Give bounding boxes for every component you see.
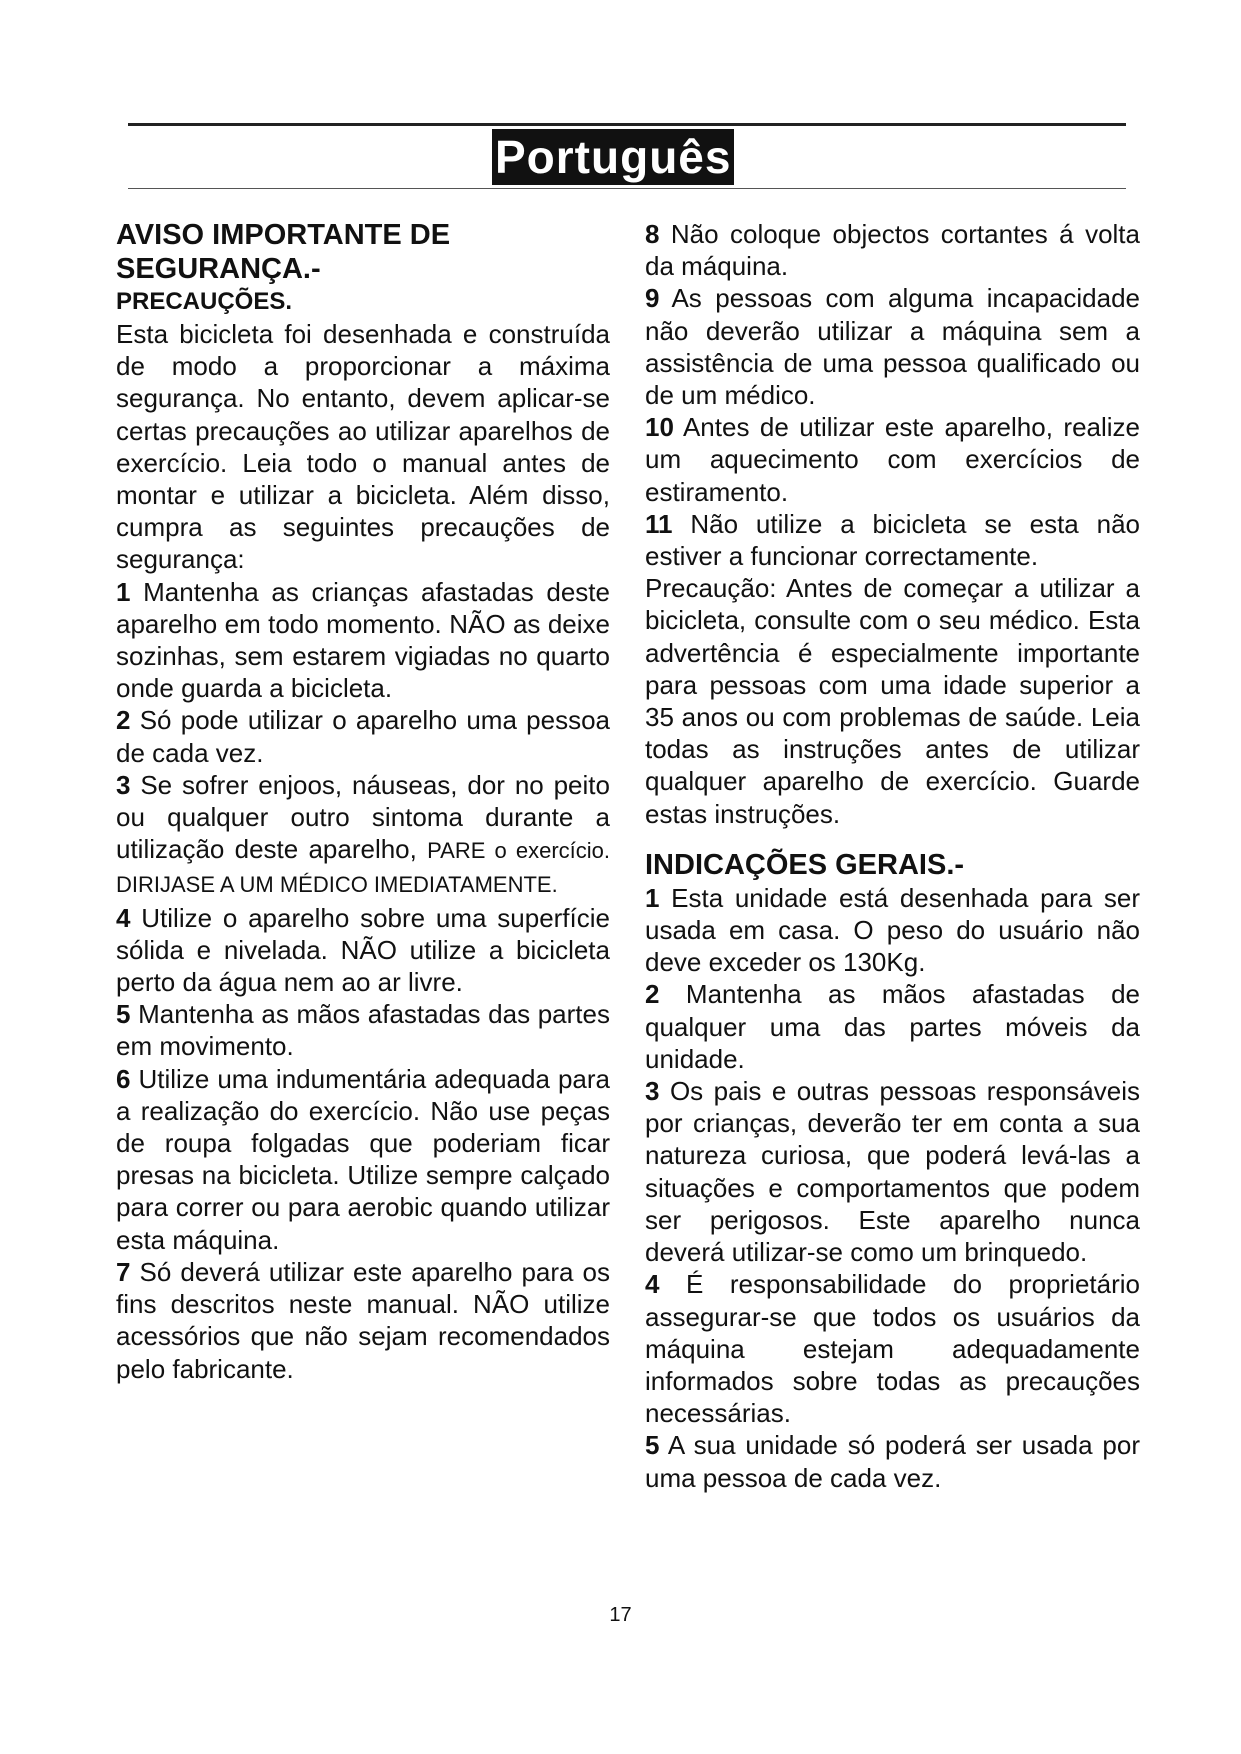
item-number: 3 — [116, 769, 131, 800]
left-column — [116, 218, 610, 1385]
item-number: 2 — [116, 705, 131, 736]
item-number: 6 — [116, 1063, 131, 1094]
list-item — [116, 1256, 610, 1385]
item-number: 9 — [645, 283, 660, 314]
item-text: É responsabilidade do proprietário assegurar-se que todos os usuários da máquina estejam adequadamente informados sobre todas as precauções necessárias. — [645, 1269, 1140, 1429]
list-item — [116, 998, 610, 1062]
item-text: Utilize uma indumentária adequada para a realização do exercício. Não use peças de roupa folgadas que poderiam ficar presas na bicicleta. Utilize sempre calçado para correr ou para aerobic quando utilizar esta máquina. — [116, 1063, 610, 1255]
intro-paragraph: Esta bicicleta foi desenhada e construída de modo a proporcionar a máxima segurança. No entanto, devem aplicar-se certas precauções ao utilizar aparelhos de exercício. Leia todo o manual antes de montar e utilizar a bicicleta. Além disso, cumpra as seguintes precauções de segurança: — [116, 319, 610, 575]
page-number: 17 — [609, 1604, 632, 1626]
item-text: Não utilize a bicicleta se esta não estiver a funcionar correctamente. — [645, 508, 1140, 572]
safety-heading: AVISO IMPORTANTE DE SEGURANÇA.- — [116, 219, 451, 285]
list-item — [645, 508, 1140, 572]
list-item — [645, 1268, 1140, 1429]
item-number: 11 — [645, 508, 673, 539]
item-number: 1 — [116, 576, 131, 607]
list-item — [645, 1075, 1140, 1268]
item-text: Mantenha as mãos afastadas de qualquer uma das partes móveis da unidade. — [645, 979, 1140, 1074]
item-number: 7 — [116, 1256, 131, 1287]
item-text: Mantenha as crianças afastadas deste aparelho em todo momento. NÃO as deixe sozinhas, sem estarem vigiadas no quarto onde guarda a bicicleta. — [116, 576, 610, 704]
list-item — [116, 769, 610, 902]
section-spacer — [645, 830, 1140, 848]
item-number: 3 — [645, 1076, 660, 1107]
list-item — [645, 282, 1140, 411]
item-text: Se sofrer enjoos, náuseas, dor no peito ou qualquer outro sintoma durante a utilização deste aparelho, — [116, 769, 610, 865]
item-text: As pessoas com alguma incapacidade não deverão utilizar a máquina sem a assistência de uma pessoa qualificado ou de um médico. — [645, 283, 1140, 411]
item-text: Mantenha as mãos afastadas das partes em movimento. — [116, 999, 610, 1062]
list-item — [645, 218, 1140, 282]
item-number: 5 — [645, 1430, 660, 1461]
item-number: 4 — [645, 1269, 660, 1300]
header-rule-bottom — [128, 188, 1126, 189]
language-title: Português — [492, 129, 734, 185]
list-item — [645, 1429, 1140, 1493]
list-item — [645, 411, 1140, 508]
item-number: 10 — [645, 412, 674, 443]
item-text: A sua unidade só poderá ser usada por uma pessoa de cada vez. — [645, 1430, 1140, 1493]
item-text: Antes de utilizar este aparelho, realize um aquecimento com exercícios de estiramento. — [645, 412, 1140, 507]
item-text: Não coloque objectos cortantes á volta da máquina. — [645, 219, 1140, 282]
header-rule-top — [128, 123, 1126, 126]
item-text: Utilize o aparelho sobre uma superfície sólida e nivelada. NÃO utilize a bicicleta perto da água nem ao ar livre. — [116, 902, 610, 998]
item-text: Só deverá utilizar este aparelho para os fins descritos neste manual. NÃO utilize acessórios que não sejam recomendados pelo fabricante. — [116, 1256, 610, 1384]
item-number: 5 — [116, 999, 131, 1030]
right-column — [645, 218, 1140, 1494]
item-text: Os pais e outras pessoas responsáveis por crianças, deverão ter em conta a sua natureza curiosa, que poderá levá-las a situações e comportamentos que podem ser perigosos. Este aparelho nunca deverá utilizar-se como um brinquedo. — [645, 1076, 1140, 1268]
item-text-caps: PARE o exercício. DIRIJASE A UM MÉDICO IMEDIATAMENTE. — [116, 838, 610, 898]
list-item — [116, 902, 610, 999]
list-item — [116, 576, 610, 705]
list-item — [645, 978, 1140, 1075]
general-heading: INDICAÇÕES GERAIS.- — [645, 848, 965, 881]
item-number: 1 — [645, 882, 660, 913]
item-text: Só pode utilizar o aparelho uma pessoa de cada vez. — [116, 705, 610, 768]
caution-paragraph: Precaução: Antes de começar a utilizar a bicicleta, consulte com o seu médico. Esta advertência é especialmente importante para pessoas com uma idade superior a 35 anos ou com problemas de saúde. Leia todas as instruções antes de utilizar qualquer aparelho de exercício. Guarde estas instruções. — [645, 573, 1140, 829]
list-item — [116, 1063, 610, 1256]
item-number: 4 — [116, 902, 131, 933]
item-number: 2 — [645, 979, 660, 1010]
list-item — [645, 882, 1140, 979]
precautions-subheading: PRECAUÇÕES. — [116, 288, 293, 315]
item-number: 8 — [645, 219, 660, 249]
item-text: Esta unidade está desenhada para ser usada em casa. O peso do usuário não deve exceder os 130Kg. — [645, 882, 1140, 978]
list-item — [116, 704, 610, 768]
